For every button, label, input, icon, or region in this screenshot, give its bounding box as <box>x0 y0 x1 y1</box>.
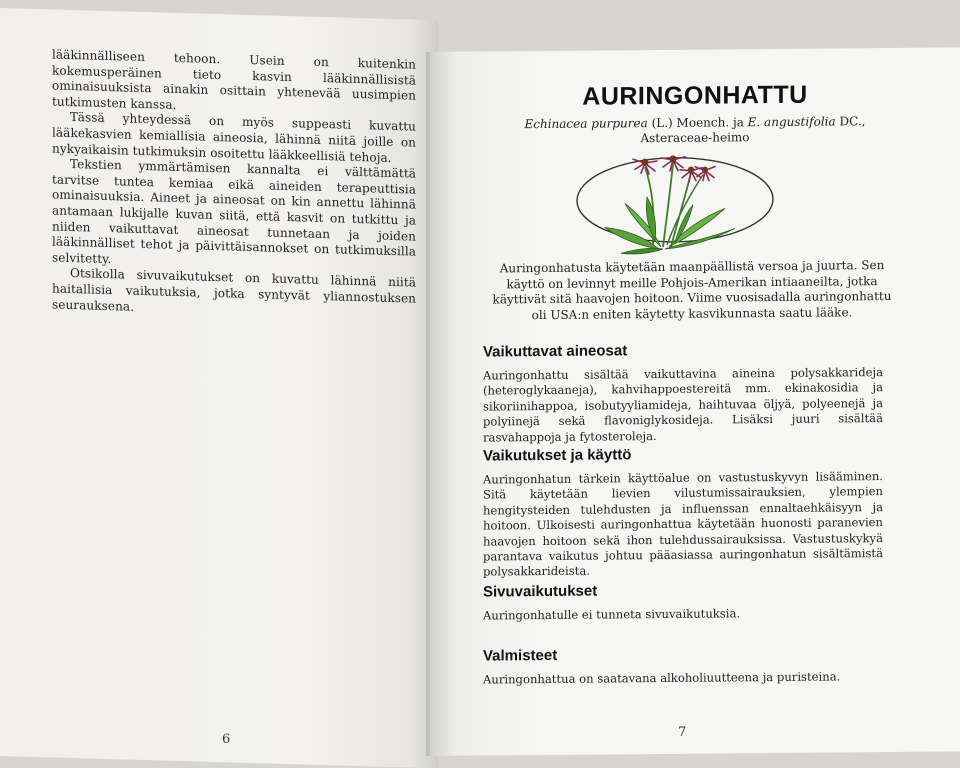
section-heading: Vaikutukset ja käyttö <box>483 446 632 465</box>
latin-name-2: E. angustifolia <box>747 114 836 130</box>
page-number-right: 7 <box>678 725 687 740</box>
right-page <box>430 47 960 756</box>
section-effects-and-use <box>483 444 883 580</box>
latin-author-2: DC., <box>835 114 866 129</box>
intro-line: käyttivät sitä haavojen hoitoon. Viime vuosisadalla auringonhattu <box>492 288 892 307</box>
section-heading: Vaikuttavat aineosat <box>483 342 628 361</box>
left-page <box>0 8 438 768</box>
page-number-left: 6 <box>222 732 231 747</box>
echinacea-flower-illustration <box>575 144 775 261</box>
left-paragraph-4: Otsikolla sivuvaikutukset on kuvattu lähinnä niitä haitallisia vaikutuksia, jotka syntyvät yliannostuksen seurauksena. <box>52 266 416 314</box>
section-preparations <box>483 644 883 688</box>
section-text: Auringonhatun tärkein käyttöalue on vastustuskyvyn lisääminen. Sitä käytetään lievien vilustumissairauksien, ylempien hengitysteiden tulehdusten ja influenssan ennaltaehkäisyyn ja hoitoon. Ulkoisesti auringonhattua käytetään huonosti paranevien haavojen hoitoon sekä ihon tulehdussairauksissa. Vastustuskykyä parantava vaikutus johtuu pääasiassa auringonhatun sisältämistä polysakkarideista. <box>483 469 883 579</box>
botanical-name <box>430 113 960 148</box>
section-text: Auringonhattua on saatavana alkoholiuutteena ja puristeina. <box>483 669 841 687</box>
page-title: AURINGONHATTU <box>582 80 808 111</box>
left-paragraph-2: Tässä yhteydessä on myös suppeasti kuvattu lääkekasvien kemiallisia aineosia, lähinnä niitä joille on nykyaikaisin tutkimuksin osoitettu lääkkeellisiä tehoja. <box>52 110 416 165</box>
section-side-effects <box>483 580 883 624</box>
intro-line: oli USA:n eniten käytetty kasvikunnasta saatu lääke. <box>531 304 853 322</box>
latin-author-1: (L.) Moench. ja <box>647 115 748 131</box>
section-text: Auringonhatulle ei tunneta sivuvaikutuksia. <box>483 606 741 623</box>
left-paragraph-1: lääkinnälliseen tehoon. Usein on kuitenkin kokemusperäinen tieto kasvin lääkinnällisistä ominaisuuksista ainakin osittain yhtenevää uusimpien tutkimusten kanssa. <box>52 47 416 112</box>
section-heading: Sivuvaikutukset <box>483 582 598 601</box>
section-active-ingredients <box>483 340 883 446</box>
intro-line: Auringonhatusta käytetään maanpäällistä versoa ja juurta. Sen <box>499 258 885 276</box>
section-text: Auringonhattu sisältää vaikuttavina aineina polysakkarideja (heteroglykaaneja), kahvihappoestereitä mm. ekinakosidia ja sikoriinihappoa, isobutyyliamideja, haihtuvaa öljyä, polyeenejä ja polyiinejä sekä flavoniglykosideja. Lisäksi juuri sisältää rasvahappoja ja fytosteroleja. <box>483 365 883 445</box>
intro-line: käyttö on levinnyt meille Pohjois-Amerikan intiaaneilta, jotka <box>506 273 878 291</box>
intro-text <box>482 258 902 324</box>
section-heading: Valmisteet <box>483 646 558 665</box>
left-paragraph-3: Tekstien ymmärtämisen kannalta ei välttämättä tarvitse tuntea kemiaa eikä aineiden terapeuttisia ominaisuuksia. Aineet ja aineosat on kin annettu lähinnä antamaan lukijalle kuvan siitä, että kasvit on tutkittu ja niiden vaikuttavat aineosat tunnetaan ja joiden lääkinnälliset tehot ja päivittäisannokset on tutkimuksilla selvitetty. <box>52 157 416 266</box>
latin-name-1: Echinacea purpurea <box>524 116 648 132</box>
plant-family: Asteraceae-heimo <box>640 130 750 146</box>
